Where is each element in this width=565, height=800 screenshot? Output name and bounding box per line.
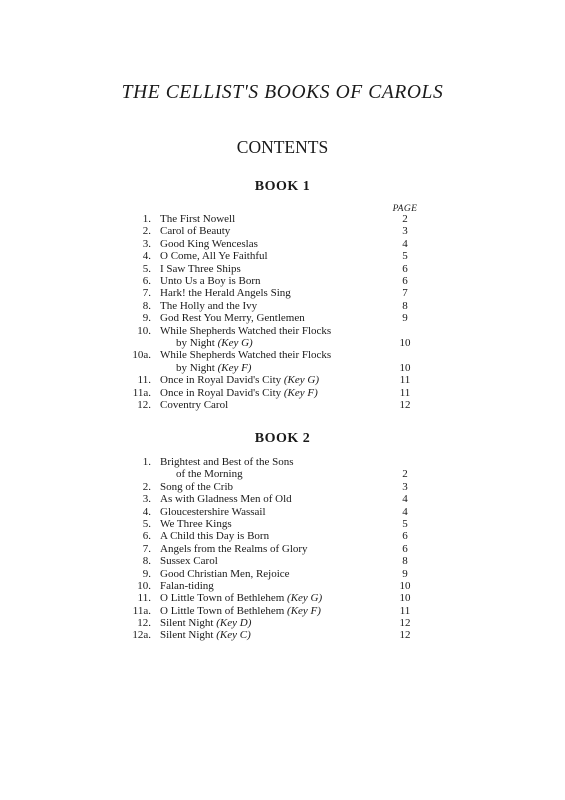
toc-entry bbox=[0, 481, 565, 493]
entry-title-text: God Rest You Merry, Gentlemen bbox=[160, 312, 305, 325]
entry-number: 9. bbox=[142, 312, 151, 325]
entry-title-text: Good Christian Men, Rejoice bbox=[160, 567, 290, 580]
entry-number: 11. bbox=[137, 592, 151, 605]
entry-number: 9. bbox=[142, 567, 151, 580]
entry-page-number: 11 bbox=[399, 386, 411, 399]
toc-entry bbox=[0, 238, 565, 250]
toc-entry bbox=[0, 629, 565, 641]
entry-title-text: Gloucestershire Wassail bbox=[160, 505, 266, 518]
entry-page-number: 5 bbox=[402, 250, 408, 263]
entry-title bbox=[160, 349, 331, 374]
entry-title-text-2: of the Morning bbox=[176, 468, 243, 481]
entry-title-text: Good King Wenceslas bbox=[160, 237, 258, 250]
entry-page-number: 4 bbox=[402, 505, 408, 518]
entry-number: 12. bbox=[137, 617, 151, 630]
entry-key: (Key F) bbox=[217, 361, 252, 374]
entry-title-text: We Three Kings bbox=[160, 517, 232, 530]
entry-number: 11a. bbox=[132, 604, 151, 617]
entry-number: 8. bbox=[142, 299, 151, 312]
entry-title bbox=[160, 300, 257, 312]
contents-heading: CONTENTS bbox=[236, 137, 329, 157]
entry-page-number: 3 bbox=[402, 225, 408, 238]
entry-title-continuation bbox=[160, 362, 331, 374]
entry-title bbox=[160, 580, 214, 592]
entry-title-text: While Shepherds Watched their Flocks bbox=[160, 349, 332, 362]
entry-title bbox=[160, 518, 232, 530]
entry-title-text-2: by Night bbox=[176, 336, 215, 349]
toc-entry bbox=[0, 312, 565, 324]
toc-entry bbox=[0, 518, 565, 530]
entry-number: 10. bbox=[137, 324, 151, 337]
entry-number: 12a. bbox=[132, 629, 151, 642]
toc-entry bbox=[0, 325, 565, 350]
entry-page-number: 10 bbox=[399, 579, 411, 592]
book-1-contents-list bbox=[0, 213, 565, 411]
entry-number: 7. bbox=[142, 287, 151, 300]
toc-entry bbox=[0, 580, 565, 592]
toc-entry bbox=[0, 617, 565, 629]
toc-entry bbox=[0, 493, 565, 505]
entry-title-continuation bbox=[160, 337, 331, 349]
entry-title bbox=[160, 629, 251, 641]
entry-page-number: 12 bbox=[399, 398, 411, 411]
book-2-contents-list bbox=[0, 456, 565, 642]
entry-title bbox=[160, 568, 290, 580]
entry-number: 8. bbox=[142, 555, 151, 568]
entry-title bbox=[160, 374, 319, 386]
entry-page-number: 3 bbox=[402, 480, 408, 493]
entry-page-number: 9 bbox=[402, 567, 408, 580]
entry-title-text: The First Nowell bbox=[160, 213, 236, 225]
entry-title bbox=[160, 325, 331, 350]
entry-title bbox=[160, 530, 269, 542]
entry-number: 6. bbox=[142, 274, 151, 287]
entry-number: 3. bbox=[142, 493, 151, 506]
entry-number: 3. bbox=[142, 237, 151, 250]
toc-entry bbox=[0, 213, 565, 225]
entry-title-continuation bbox=[160, 468, 294, 480]
entry-page-number: 7 bbox=[402, 287, 408, 300]
entry-page-number: 11 bbox=[399, 604, 411, 617]
entry-title bbox=[160, 250, 268, 262]
entry-key: (Key G) bbox=[287, 592, 323, 605]
toc-entry bbox=[0, 387, 565, 399]
entry-title-text: Sussex Carol bbox=[160, 555, 218, 568]
entry-title-text: Coventry Carol bbox=[160, 398, 229, 411]
entry-title bbox=[160, 555, 218, 567]
entry-title bbox=[160, 213, 235, 225]
entry-page-number: 4 bbox=[402, 237, 408, 250]
entry-title-text: Carol of Beauty bbox=[160, 225, 231, 238]
entry-page-number: 2 bbox=[402, 468, 408, 481]
entry-title-text: While Shepherds Watched their Flocks bbox=[160, 324, 332, 337]
entry-title bbox=[160, 481, 233, 493]
entry-page-number: 6 bbox=[402, 262, 408, 275]
toc-entry bbox=[0, 300, 565, 312]
entry-number: 10. bbox=[137, 579, 151, 592]
entry-title bbox=[160, 605, 321, 617]
book-2-heading: BOOK 2 bbox=[254, 431, 311, 446]
entry-key: (Key G) bbox=[217, 336, 253, 349]
entry-number: 4. bbox=[142, 250, 151, 263]
entry-number: 11a. bbox=[132, 386, 151, 399]
entry-number: 1. bbox=[142, 456, 151, 468]
entry-page-number: 6 bbox=[402, 274, 408, 287]
toc-entry bbox=[0, 592, 565, 604]
entry-title bbox=[160, 275, 261, 287]
entry-page-number: 10 bbox=[399, 592, 411, 605]
entry-title-text: Song of the Crib bbox=[160, 480, 234, 493]
entry-number: 7. bbox=[142, 542, 151, 555]
entry-number: 5. bbox=[142, 262, 151, 275]
entry-page-number: 10 bbox=[399, 361, 411, 374]
entry-number: 10a. bbox=[132, 349, 151, 362]
entry-title-text: Silent Night bbox=[160, 617, 214, 630]
book-title: THE CELLIST'S BOOKS OF CAROLS bbox=[121, 82, 444, 103]
entry-page-number: 12 bbox=[399, 617, 411, 630]
entry-number: 11. bbox=[137, 374, 151, 387]
entry-title-text: Silent Night bbox=[160, 629, 214, 642]
entry-title bbox=[160, 456, 294, 481]
entry-title bbox=[160, 506, 266, 518]
toc-entry bbox=[0, 530, 565, 542]
toc-entry bbox=[0, 349, 565, 374]
toc-entry bbox=[0, 568, 565, 580]
entry-title-text: As with Gladness Men of Old bbox=[160, 493, 292, 506]
entry-page-number: 12 bbox=[399, 629, 411, 642]
entry-page-number: 9 bbox=[402, 312, 408, 325]
entry-title bbox=[160, 287, 291, 299]
entry-title bbox=[160, 387, 318, 399]
entry-title-text: The Holly and the Ivy bbox=[160, 299, 258, 312]
entry-key: (Key C) bbox=[216, 629, 251, 642]
entry-number: 2. bbox=[142, 225, 151, 238]
entry-page-number: 6 bbox=[402, 542, 408, 555]
entry-title bbox=[160, 493, 292, 505]
entry-title-text: Angels from the Realms of Glory bbox=[160, 542, 308, 555]
entry-number: 1. bbox=[142, 213, 151, 225]
toc-entry bbox=[0, 250, 565, 262]
entry-page-number: 5 bbox=[402, 517, 408, 530]
entry-number: 4. bbox=[142, 505, 151, 518]
entry-number: 6. bbox=[142, 530, 151, 543]
entry-title bbox=[160, 225, 230, 237]
entry-title-text: O Little Town of Bethlehem bbox=[160, 592, 285, 605]
entry-title bbox=[160, 617, 251, 629]
entry-title-text: O Little Town of Bethlehem bbox=[160, 604, 285, 617]
entry-page-number: 8 bbox=[402, 299, 408, 312]
entry-title-text: A Child this Day is Born bbox=[160, 530, 270, 543]
toc-entry bbox=[0, 374, 565, 386]
toc-entry bbox=[0, 555, 565, 567]
toc-entry bbox=[0, 543, 565, 555]
entry-title bbox=[160, 399, 228, 411]
entry-title-text-2: by Night bbox=[176, 361, 215, 374]
entry-title-text: Unto Us a Boy is Born bbox=[160, 274, 261, 287]
entry-page-number: 4 bbox=[402, 493, 408, 506]
toc-entry bbox=[0, 225, 565, 237]
toc-entry bbox=[0, 263, 565, 275]
toc-entry bbox=[0, 275, 565, 287]
entry-title-text: Once in Royal David's City bbox=[160, 374, 282, 387]
entry-page-number: 6 bbox=[402, 530, 408, 543]
toc-entry bbox=[0, 287, 565, 299]
toc-entry bbox=[0, 605, 565, 617]
entry-number: 2. bbox=[142, 480, 151, 493]
entry-key: (Key D) bbox=[216, 617, 252, 630]
entry-title-text: Falan-tiding bbox=[160, 579, 214, 592]
toc-entry bbox=[0, 506, 565, 518]
entry-title bbox=[160, 238, 258, 250]
entry-title bbox=[160, 263, 241, 275]
entry-title bbox=[160, 543, 308, 555]
entry-title-text: O Come, All Ye Faithful bbox=[160, 250, 268, 263]
entry-number: 12. bbox=[137, 398, 151, 411]
entry-page-number: 2 bbox=[402, 213, 408, 225]
entry-title bbox=[160, 592, 322, 604]
entry-key: (Key F) bbox=[287, 604, 321, 617]
book-1-heading: BOOK 1 bbox=[254, 179, 311, 194]
entry-key: (Key F) bbox=[283, 386, 318, 399]
toc-entry bbox=[0, 456, 565, 481]
entry-title-text: Hark! the Herald Angels Sing bbox=[160, 287, 291, 300]
entry-title-text: Brightest and Best of the Sons bbox=[160, 456, 294, 468]
entry-title-text: Once in Royal David's City bbox=[160, 386, 282, 399]
entry-key: (Key G) bbox=[283, 374, 320, 387]
entry-page-number: 8 bbox=[402, 555, 408, 568]
entry-page-number: 10 bbox=[399, 336, 411, 349]
entry-number: 5. bbox=[142, 517, 151, 530]
entry-page-number: 11 bbox=[399, 374, 411, 387]
entry-title bbox=[160, 312, 305, 324]
page-column-label: PAGE bbox=[392, 204, 418, 214]
entry-title-text: I Saw Three Ships bbox=[160, 262, 241, 275]
toc-entry bbox=[0, 399, 565, 411]
